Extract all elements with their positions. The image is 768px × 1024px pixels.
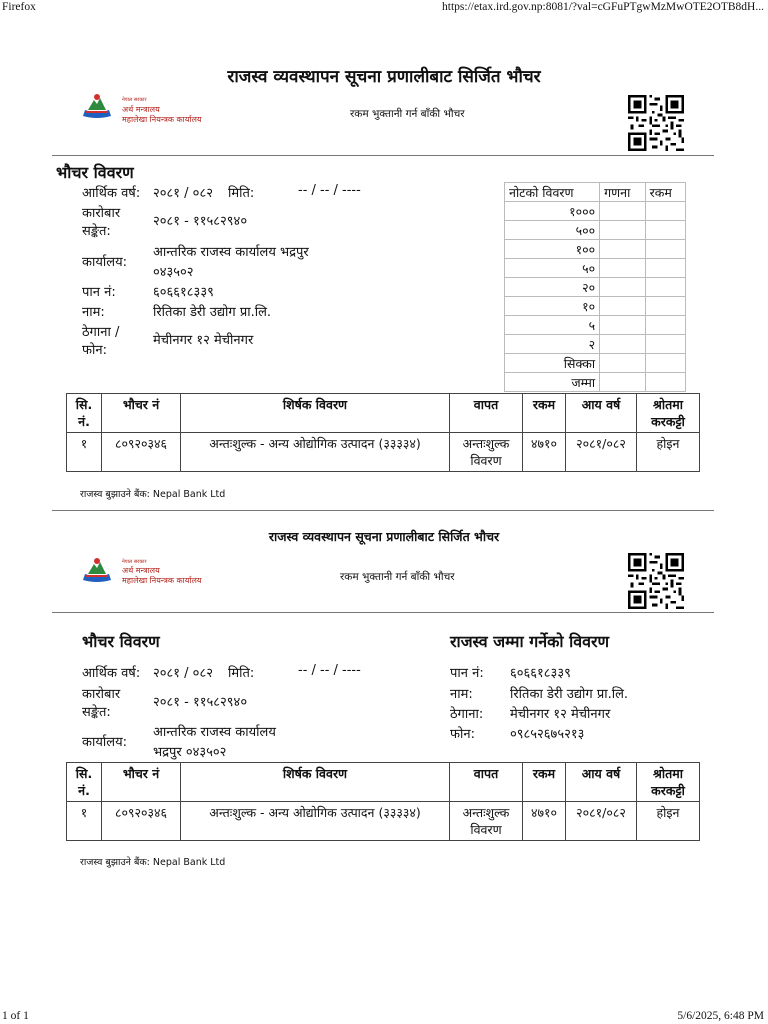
ministry-name: अर्थ मन्त्रालय	[122, 566, 160, 575]
logo-small-text: नेपाल सरकार	[122, 559, 147, 565]
voucher-table	[66, 762, 700, 841]
voucher-title-2: राजस्व व्यवस्थापन सूचना प्रणालीबाट सिर्जित भौचर	[268, 529, 500, 544]
address-label: ठेगाना:	[450, 707, 484, 722]
notes-count-cell	[600, 202, 646, 221]
col-heading: शिर्षक विवरण	[181, 394, 450, 433]
page-url: https://etax.ird.gov.np:8081/?val=cGFuPTgwMzMwOTE2OTB8dH...	[442, 1, 764, 13]
name-value: रितिका डेरी उद्योग प्रा.लि.	[153, 305, 272, 320]
bank-label: राजस्व बुझाउने बैंक:	[80, 857, 150, 868]
notes-amount-cell	[645, 354, 685, 373]
cell-tds: होइन	[637, 802, 700, 841]
address-value: मेचीनगर १२ मेचीनगर	[153, 333, 254, 348]
col-purpose: वापत	[450, 394, 523, 433]
divider	[52, 155, 714, 156]
cell-tds: होइन	[637, 433, 700, 472]
bank-name: Nepal Bank Ltd	[152, 857, 226, 868]
table-row	[67, 802, 700, 841]
pan-value: ६०६६१८३३९	[153, 285, 214, 300]
notes-row	[505, 202, 686, 221]
phone-label: फोन:	[450, 727, 475, 742]
fiscal-year-value: २०८१ / ०८२	[153, 666, 213, 681]
notes-table	[504, 182, 686, 392]
cell-voucher-no: ८०९२०३४६	[102, 802, 181, 841]
divider	[52, 612, 714, 613]
table-row	[67, 433, 700, 472]
col-amount: रकम	[523, 763, 566, 802]
pan-label: पान नं:	[82, 285, 116, 300]
voucher-subtitle: रकम भुक्तानी गर्न बाँकी भौचर	[350, 108, 465, 120]
fcgo-name: महालेखा नियन्त्रक कार्यालय	[122, 576, 202, 585]
address-value: मेचीनगर १२ मेचीनगर	[510, 707, 611, 722]
cell-purpose: अन्तःशुल्क विवरण	[450, 802, 523, 841]
cell-amount: ४७१०	[523, 433, 566, 472]
fiscal-year-label: आर्थिक वर्ष:	[82, 186, 141, 201]
notes-denomination: १००	[505, 240, 600, 259]
pan-label: पान नं:	[450, 666, 484, 681]
notes-row	[505, 221, 686, 240]
notes-denomination: ५०	[505, 259, 600, 278]
txn-value: २०८१ - ११५८२९४०	[153, 214, 248, 229]
voucher-subtitle-2: रकम भुक्तानी गर्न बाँकी भौचर	[340, 571, 455, 583]
col-tds: श्रोतमा करकट्टी	[637, 394, 700, 433]
phone-label: फोन:	[82, 343, 107, 358]
col-serial: सि. नं.	[67, 763, 102, 802]
notes-denomination: ५००	[505, 221, 600, 240]
notes-count-cell	[600, 221, 646, 240]
notes-row	[505, 316, 686, 335]
cell-heading: अन्तःशुल्क - अन्य ओद्योगिक उत्पादन (३३३३४)	[181, 433, 450, 472]
voucher-title: राजस्व व्यवस्थापन सूचना प्रणालीबाट सिर्जित भौचर	[227, 67, 541, 87]
govt-logo	[80, 92, 114, 126]
cell-purpose: अन्तःशुल्क विवरण	[450, 433, 523, 472]
notes-count-cell	[600, 373, 646, 392]
cell-fiscal-year: २०८१/०८२	[566, 802, 637, 841]
phone-value: ०९८५२६७५२१३	[510, 727, 585, 742]
notes-row	[505, 354, 686, 373]
address-label: ठेगाना /	[82, 325, 120, 340]
notes-row	[505, 240, 686, 259]
notes-denomination: १०००	[505, 202, 600, 221]
notes-denomination: १०	[505, 297, 600, 316]
browser-app-name: Firefox	[2, 1, 36, 13]
col-purpose: वापत	[450, 763, 523, 802]
voucher-table-header	[67, 394, 700, 433]
name-label: नाम:	[82, 305, 105, 320]
notes-count-cell	[600, 278, 646, 297]
page-indicator: 1 of 1	[2, 1010, 29, 1022]
date-label: मिति:	[228, 666, 255, 681]
notes-count-cell	[600, 316, 646, 335]
notes-header-amount: रकम	[645, 183, 685, 202]
notes-row	[505, 297, 686, 316]
notes-row	[505, 335, 686, 354]
bank-label: राजस्व बुझाउने बैंक:	[80, 489, 150, 500]
date-value: -- / -- / ----	[298, 183, 361, 198]
col-voucher-no: भौचर नं	[102, 763, 181, 802]
txn-label: कारोबार	[82, 206, 121, 221]
name-label: नाम:	[450, 687, 473, 702]
col-heading: शिर्षक विवरण	[181, 763, 450, 802]
divider	[52, 510, 714, 511]
notes-denomination: २०	[505, 278, 600, 297]
notes-amount-cell	[645, 259, 685, 278]
office-value: आन्तरिक राजस्व कार्यालय	[153, 725, 276, 740]
bank-info	[80, 487, 225, 500]
notes-count-cell	[600, 240, 646, 259]
voucher-table	[66, 393, 700, 472]
logo-small-text: नेपाल सरकार	[122, 97, 147, 103]
notes-amount-cell	[645, 240, 685, 259]
col-tds: श्रोतमा करकट्टी	[637, 763, 700, 802]
notes-amount-cell	[645, 335, 685, 354]
notes-coins-label: सिक्का	[505, 354, 600, 373]
txn-value: २०८१ - ११५८२९४०	[153, 695, 248, 710]
fiscal-year-value: २०८१ / ०८२	[153, 186, 213, 201]
notes-count-cell	[600, 259, 646, 278]
cell-heading: अन्तःशुल्क - अन्य ओद्योगिक उत्पादन (३३३३४)	[181, 802, 450, 841]
office-label: कार्यालय:	[82, 735, 127, 750]
nepal-emblem-icon	[80, 556, 114, 586]
notes-total-label: जम्मा	[505, 373, 600, 392]
notes-header-count: गणना	[600, 183, 646, 202]
notes-amount-cell	[645, 202, 685, 221]
txn-label: कारोबार	[82, 687, 121, 702]
office-label: कार्यालय:	[82, 255, 127, 270]
ministry-name: अर्थ मन्त्रालय	[122, 105, 160, 114]
col-fiscal-year: आय वर्ष	[566, 394, 637, 433]
notes-amount-cell	[645, 373, 685, 392]
cell-serial: १	[67, 802, 102, 841]
notes-row	[505, 259, 686, 278]
name-value: रितिका डेरी उद्योग प्रा.लि.	[510, 687, 629, 702]
notes-amount-cell	[645, 316, 685, 335]
qr-code-icon	[628, 95, 684, 151]
notes-header-row	[505, 183, 686, 202]
pan-value: ६०६६१८३३९	[510, 666, 571, 681]
notes-denomination: २	[505, 335, 600, 354]
notes-count-cell	[600, 354, 646, 373]
cell-serial: १	[67, 433, 102, 472]
date-value: -- / -- / ----	[298, 663, 361, 678]
notes-row	[505, 278, 686, 297]
fcgo-name: महालेखा नियन्त्रक कार्यालय	[122, 115, 202, 124]
cell-voucher-no: ८०९२०३४६	[102, 433, 181, 472]
notes-count-cell	[600, 297, 646, 316]
office-value: आन्तरिक राजस्व कार्यालय भद्रपुर	[153, 245, 309, 260]
col-voucher-no: भौचर नं	[102, 394, 181, 433]
office-code: ०४३५०२	[153, 265, 194, 280]
col-serial: सि. नं.	[67, 394, 102, 433]
txn-label-2: सङ्केत:	[82, 705, 111, 720]
section-title-voucher: भौचर विवरण	[56, 163, 134, 182]
section-title-depositor: राजस्व जम्मा गर्नेको विवरण	[450, 632, 610, 651]
notes-header-desc: नोटको विवरण	[505, 183, 600, 202]
cell-amount: ४७१०	[523, 802, 566, 841]
voucher-table-header	[67, 763, 700, 802]
section-title-voucher-2: भौचर विवरण	[82, 632, 160, 651]
txn-label-2: सङ्केत:	[82, 224, 111, 239]
office-code: भद्रपुर ०४३५०२	[153, 745, 227, 760]
col-amount: रकम	[523, 394, 566, 433]
date-label: मिति:	[228, 186, 255, 201]
notes-amount-cell	[645, 221, 685, 240]
notes-count-cell	[600, 335, 646, 354]
qr-code-icon	[628, 553, 684, 609]
fiscal-year-label: आर्थिक वर्ष:	[82, 666, 141, 681]
bank-info	[80, 855, 225, 868]
print-datetime: 5/6/2025, 6:48 PM	[677, 1010, 764, 1022]
bank-name: Nepal Bank Ltd	[152, 489, 226, 500]
notes-amount-cell	[645, 297, 685, 316]
notes-denomination: ५	[505, 316, 600, 335]
govt-logo-2	[80, 556, 114, 590]
notes-amount-cell	[645, 278, 685, 297]
col-fiscal-year: आय वर्ष	[566, 763, 637, 802]
cell-fiscal-year: २०८१/०८२	[566, 433, 637, 472]
notes-row	[505, 373, 686, 392]
nepal-emblem-icon	[80, 92, 114, 122]
